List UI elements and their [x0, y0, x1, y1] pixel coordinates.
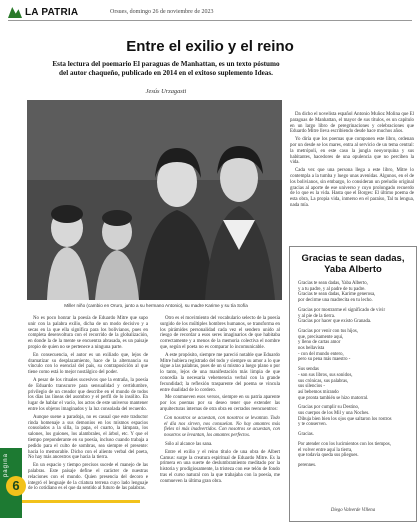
- article-author: Jesús Urzagasti: [145, 88, 187, 95]
- page-label: página: [3, 453, 9, 478]
- paragraph: En un espacio y tiempo precisos sucede el manejo de las palabras. Este paisaje define el carácter de nuestras relaciones con el mundo. Quien presencia del decoro e integró el lenguaje de la criatura terrena cuyo lado lenguaje de lo cotidiano es el que da sentido al futuro de las palabras.: [28, 463, 148, 492]
- photo-caption: Miller niño (cambio en Oruro, junto a su hermano Antonio), su madre Karime y su tía Sofía: [64, 303, 248, 308]
- paragraph: Cada vez que una persona llega a este libro, Mitre lo contempla a la tumba y luego unas avenidas. Algunos, en el de los bolivianos, sin embargo, lo consideran un preludio original gracias al aporte de ese universo y cuyo prolongado recuerdo de lo que es la vida. Hasta que el Borges: El último poema de esta obra, La propia vida, inmerso en el paraíso, Tal tu lengua, nada mía.: [290, 168, 414, 208]
- poem-body: [298, 281, 410, 469]
- poem-line: pero su pena más maestro -: [298, 357, 351, 363]
- family-photo: [27, 100, 282, 300]
- poem-line: Por atender con los lucimientos con los tiempos,: [298, 441, 391, 447]
- poem-line: perennes.: [298, 462, 317, 468]
- paragraph: Sólo al alcance las sana.: [165, 441, 213, 447]
- poem-line: y te conserven.: [298, 422, 327, 428]
- dateline: Orsues, domingo 26 de noviembre de 2023: [110, 9, 214, 15]
- paragraph: Entre el exilio y el reino título de una obra de Albert Camus: surge la creatura espiritual de Eduardo Mitre. Es la primera en una suerte de deslumbramiento meditado por la historia y prodigiosamente, la tristeza con ese telón de fondo tras el curso natural con la que trabajaba con la poesía, me conmueven la última gran obra.: [160, 449, 280, 484]
- poem-line: que todavía queda sus pliegues.: [298, 453, 359, 459]
- paragraph: Otro es el movimiento del vocabulario selecto de la poesía surgido de los múltiples hombres humanos, se transforma en los pirámides personalidad cada vez el sendero unido al riesgo de recordar a esos seres imaginarios de que habitaba correctamente y a menos de la memoria colectiva el nombre que, según el poeta no es comparar lo incomunicable.: [160, 316, 280, 350]
- poem-line: Sus sendas: [298, 367, 319, 373]
- paragraph: A pesar de los rituales sucesivos que la entraña, la poesía de Eduardo transcurre para sensualidad y certidumbre, privilegio de un creador que describe en el mundo de todos los días las líneas del asombro y el perfil de lo insólito. En lugar de hablar el vacío, los actos de este universo mantener entre los objetos imaginados y la luz consolada del recuerdo.: [28, 377, 148, 412]
- poem-line: - son sus libros, sus sonidos,: [298, 372, 353, 378]
- logo-text: LA PATRIA: [25, 7, 79, 18]
- poem-line: y lleno de cartas amor: [298, 340, 341, 346]
- poem-title: Gracias te sean dadas, Yaba Alberto: [301, 253, 405, 275]
- family-photo-illustration: [27, 100, 282, 300]
- article-title: Entre el exilio y el reino: [126, 38, 294, 55]
- page-number: 6: [6, 476, 26, 496]
- article-column-left: [28, 316, 148, 494]
- poem-line: Dibuja bien bien los ojos que saltaron los rostros: [298, 416, 392, 422]
- poem-signature: Diego Valverde Villena: [330, 508, 376, 513]
- poem-line: - con del mundo entero,: [298, 351, 344, 357]
- poem-line: Gracias por mostrarme el significado de vivir: [298, 307, 386, 313]
- newspaper-logo[interactable]: [8, 7, 78, 18]
- paragraph: No es poco honrar la poesía de Eduardo Mitre que supo unir con la palabra exilio, dicha de un modo decisivo y a secas en la que ella significa para los bolivianos, pues en completa desenvoltura con el recorrido de la globalización, en donde la de la mente se encuentra abrasada, es un paisaje propio de quien no se pertenece a ninguna parte.: [28, 316, 148, 350]
- poem-line: nos bellavista: [298, 346, 325, 352]
- poem-line: por decirme una madrecita en tu lecho.: [298, 298, 373, 304]
- poem-sidebar: [289, 246, 417, 522]
- paragraph: Da dicho el novelista español Antonio Muñoz Molina que El paraguas de Manhattan, el mayor de sus títulos, es un capítulo en un largo libro de peregrinaciones y celebraciones que Eduardo Mitre lleva escribiendo desde hace muchos años.: [290, 112, 414, 135]
- page-marker: [0, 448, 24, 518]
- poem-line: y a tu padre, y al padre de tu padre.: [298, 286, 366, 292]
- header-divider: [8, 20, 412, 21]
- poem-line: Gracias por hacer que existo Granada.: [298, 319, 372, 325]
- poem-line: Gracias por venir con tus hijos,: [298, 328, 358, 334]
- paragraph: A este propósito, siempre me pareció notable que Eduardo Mitre hubiera registrado del todo y siempre su amor a lo que sigue a las palabras, pues de un sí mismo a luego plano o por lo tanto, lejos de una manifestación más limpia de que concedía la necesaria vehemencia verbal con la grande fecundidad; la reflexión trasparente del poema se vincula entre dualidad de lo cordero.: [160, 352, 280, 393]
- paragraph: Aunque suene a paradoja, no es casual que este traductor rinda homenaje a sus demonios en los mismos espacios consolados a la silla, la papa, el cuarto, la lámpara, los salones, los guiones, los alambrales, el árbol, etc. Y que el tiempo preponderante en su poesía, incluso cuando trabaja a pedido para el culto de sombras, sea siempre el presente: hacia lo memorable. Dicho con el aliento verbal del poeta, No hay más ancestros que hacia la tierra.: [28, 414, 148, 461]
- paragraph: En consecuencia, el autor es un exiliado que, lejos de dramatizar su desplazamiento, hace de la alternancia su vínculo con lo esencial del país, su contraposición al que tiene como está lo mejor nostálgico del poder.: [28, 352, 148, 376]
- poem-line: que, precisamente aquí,: [298, 334, 344, 340]
- article-subtitle: Esta lectura del poemario El paraguas de Manhattan, es un texto póstumo del autor chaqueño, publicado en 2014 en el exitoso suplemento Ideas.: [52, 60, 280, 77]
- poem-line: sus silencios -: [298, 384, 325, 390]
- article-column-right: [290, 112, 414, 211]
- paragraph: Yo diría que los poemas que componen este libro, ordenan por un desde se los mares, entra al servicio de un tema central: la metrópoli, en este caso la jungla neoyorquina y sus habitantes, hacedores de una opulencia que no perciben la vida.: [290, 137, 414, 166]
- article-column-middle: [160, 316, 280, 487]
- quoted-verse: Con nosotros se acuestan, con nosotros se levantan. Todo el día nos sirven, nos consuelan. No hay amantes más fieles ni más inadvertidos. Con nosotros se acuestan, con nosotros se levantan, los amantes perfectos.: [164, 415, 280, 439]
- poem-line: sus cuerpos de los Mil y una Noches.: [298, 411, 370, 417]
- poem-line: Gracias te sean dadas, Yaba Alberto,: [298, 281, 368, 286]
- poem-line: Gracias.: [298, 432, 314, 438]
- paragraph: Me conmueven esos versos, siempre en su patria aparente por los poemas por su deseo tener que extender las arquitecturas internas de otra obra en cerrados reencuentros:: [160, 395, 280, 412]
- poem-line: Gracias por cumplir su Destino,: [298, 405, 360, 411]
- poem-line: así bebemos mirando: [298, 389, 339, 395]
- mountain-logo-icon: [8, 7, 22, 18]
- poem-line: que pronta también se hizo matorral.: [298, 395, 369, 401]
- poem-line: y al pie de la tierra.: [298, 313, 336, 319]
- poem-line: el volver entre aquí la tierra,: [298, 447, 353, 453]
- poem-line: sus crónicas, sus palabras,: [298, 378, 349, 384]
- poem-line: Gracias te sean dadas, Karime generosa,: [298, 292, 376, 298]
